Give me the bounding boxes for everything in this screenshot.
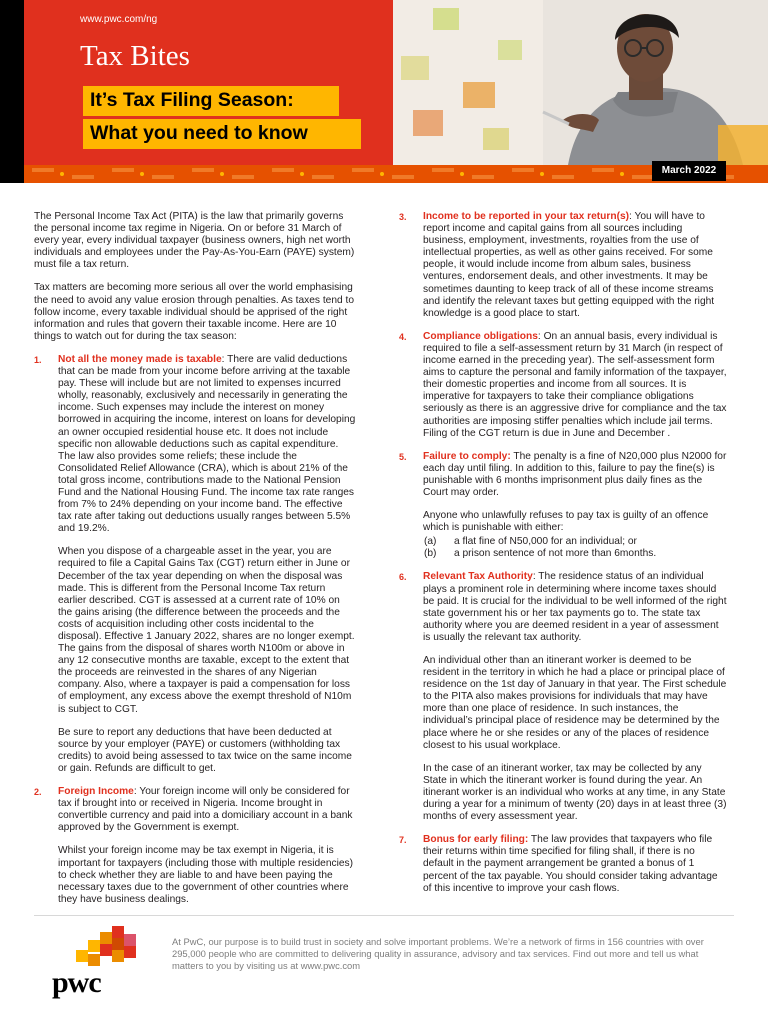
headline-line-2: What you need to know — [83, 119, 361, 149]
list-item-3 — [399, 211, 727, 320]
intro-paragraph-2: Tax matters are becoming more serious all over the world emphasising the need to avoid any value erosion through penalties. As taxes tend to follow income, every taxable individual should be apprised of the right information and rules that govern their taxable income. Here are 10 things to watch out for during the tax season: — [34, 282, 354, 342]
item-text: : Your foreign income will only be considered for tax if brought into or received in Nigeria. Income brought in convertible currency and paid into a domiciliary account in a bank approved by the Government is exempt. — [58, 786, 353, 834]
pwc-logo-mark-icon — [52, 926, 142, 970]
list-item-7 — [399, 834, 727, 894]
item-number: 3. — [399, 212, 407, 222]
option-label: (b) — [424, 548, 437, 560]
item-paragraph: In the case of an itinerant worker, tax may be collected by any State in which the itinerant worker is found during the year. An itinerant worker is an individual who works at any time, in any State during a year for a minimum of twenty (20) days in at least three (3) months of every assessment year. — [423, 762, 727, 823]
option-text: a prison sentence of not more than 6months. — [454, 548, 657, 560]
item-paragraph: When you dispose of a chargeable asset in the year, you are required to file a Capital Gains Tax (CGT) return either in June or December of the tax year depending on when the disposal was made. This is different from the Personal Income Tax return earlier described. CGT is assessed at a current rate of 10% on the gains arising (the difference between the proceeds and the costs of acquisition including other costs incidental to the disposal). Effective 1 January 2022, shares are no longer exempt. The gains from the disposal of shares worth N100m or above in any 12 consecutive months are taxable, except to the extent that the proceeds are reinvested in the shares of any Nigerian company. Also, where a taxpayer is paid a compensation for loss of employment, any excess above the exempt threshold of N10m is subject to CGT. — [58, 546, 355, 715]
item-heading: Bonus for early filing: — [423, 834, 529, 846]
list-item-6 — [399, 571, 727, 823]
item-number: 5. — [399, 451, 407, 462]
item-text: : There are valid deductions that can be made from your income before arriving at the taxable pay. These will include but are not limited to expenses incurred wholly, reasonably, exclusively and necessarily in generating the income. Such expenses may include the interest on money borrowed in acquiring the income, interest on loans for developing an owner occupied residential house etc. It does not include specific non allowable deductions such as capital expenditure. The law also provides some reliefs; these include the Consolidated Relief Allowance (CRA), which is about 21% of the total gross income, contributions made to the National Pension Fund and the National Housing Fund. The income tax rate ranges from 7% to 24% depending on your income band. The effective tax rate after taking out deductions usually ranges between 5.5% and 19.2%. — [58, 353, 356, 535]
list-item-2 — [34, 786, 356, 906]
item-text: : You will have to report income and capital gains from all sources including business, employment, investments, royalties from the use of intellectual properties, as well as other gains received. For some people, it would include income from album sales, business ventures, endorsement deals, and other investments. It may be sometimes daunting to keep track of all of these income streams and identify the relevant taxes but getting equipped with the right knowledge is a good place to start. — [423, 211, 715, 319]
list-item-5 — [399, 451, 727, 499]
penalty-option-b — [399, 548, 727, 560]
item-number: 4. — [399, 331, 407, 342]
item-heading: Compliance obligations — [423, 330, 538, 342]
item-paragraph: Be sure to report any deductions that have been deducted at source by your employer (PAYE) or customers (withholding tax credits) to avoid being assessed to tax twice on the same income or gain. Refunds are difficult to get. — [58, 726, 352, 774]
list-item-4 — [399, 331, 727, 440]
option-label: (a) — [424, 536, 437, 548]
left-column — [34, 211, 356, 917]
item-heading: Not all the money made is taxable — [58, 353, 222, 365]
item-heading: Foreign Income — [58, 786, 134, 798]
item-text: : The residence status of an individual plays a prominent role in determining where income taxes should be paid. It is crucial for the individual to be well informed of the right state government his or her tax payments go to. The state tax authority where you are deemed resident in a year of assessment is usually the relevant tax authority. — [423, 571, 727, 643]
header-photo — [393, 0, 768, 165]
item-text: The penalty is a fine of N20,000 plus N2000 for each day until filing. In addition to this, failure to pay the fine(s) is punishable with 6 months imprisonment plus daily fines as the Court may order. — [423, 450, 727, 498]
list-item-1 — [34, 354, 356, 775]
right-column — [399, 211, 727, 906]
black-edge-bar — [0, 0, 24, 183]
offence-paragraph: Anyone who unlawfully refuses to pay tax is guilty of an offence which is punishable with either: — [423, 510, 709, 534]
option-text: a flat fine of N50,000 for an individual; or — [454, 536, 637, 548]
item-number: 7. — [399, 835, 407, 846]
woman-writing-illustration — [393, 0, 768, 165]
item-heading: Failure to comply: — [423, 450, 511, 462]
item-paragraph: An individual other than an itinerant worker is deemed to be resident in the territory in which he had a place or principal place of residence on the 1st day of January in that year. The First schedule to the PITA also makes provisions for individuals that may have more than one place of residence. In such instances, the individual’s principal place of residence may be determined by the place where he or she resides or any of the places of residence closest to his usual workplace. — [423, 655, 727, 751]
item-heading: Income to be reported in your tax return(s) — [423, 211, 630, 222]
site-url[interactable]: www.pwc.com/ng — [80, 14, 158, 25]
item-text: The law provides that taxpayers who file their returns within time specified for filing shall, if there is no default in the payment arrangement be granted a bonus of 1 percent of the tax payable. You should consider taking advantage of this incentive to improve your cash flows. — [423, 834, 718, 894]
penalty-option-a — [399, 536, 727, 548]
item-text: : On an annual basis, every individual is required to file a self-assessment return by 31 March (in respect of income earned in the preceding year). The self-assessment form aims to capture the personal and family information of the taxpayer, their domestic properties and income from all sources. It is imperative for taxpayers to take their compliance obligations seriously as there is an aggressive drive for compliance and the tax authorities are imposing stiffer penalties which include jail terms. Filing of the CGT return is due in June and December . — [423, 330, 727, 439]
headline-line-1: It’s Tax Filing Season: — [83, 86, 339, 116]
issue-date-badge: March 2022 — [652, 161, 726, 181]
page-header — [0, 0, 768, 183]
item-paragraph: Whilst your foreign income may be tax exempt in Nigeria, it is important for taxpayers (including those with multiple residencies) to check whether they are liable to and have been paying the necessary taxes due to the government of other countries where they have business dealings. — [58, 845, 354, 905]
pwc-wordmark: pwc — [52, 966, 101, 999]
footer-divider — [34, 915, 734, 916]
item-heading: Relevant Tax Authority — [423, 571, 533, 583]
item-number: 2. — [34, 787, 42, 798]
intro-paragraph-1: The Personal Income Tax Act (PITA) is the law that primarily governs the personal income tax regime in Nigeria. On or before 31 March of every year, every individual taxpayer (business owners, high net worth individuals and employees under the Pay-As-You-Earn (PAYE) system) must file a tax return. — [34, 211, 355, 271]
item-number: 6. — [399, 572, 407, 583]
footer-text: At PwC, our purpose is to build trust in society and solve important problems. We’re a network of firms in 156 countries with over 295,000 people who are committed to delivering quality in assurance, advisory and tax services. Find out more and tell us what matters to you by visiting us at www.pwc.com — [172, 936, 704, 972]
publication-title: Tax Bites — [80, 40, 190, 72]
item-number: 1. — [34, 354, 42, 365]
